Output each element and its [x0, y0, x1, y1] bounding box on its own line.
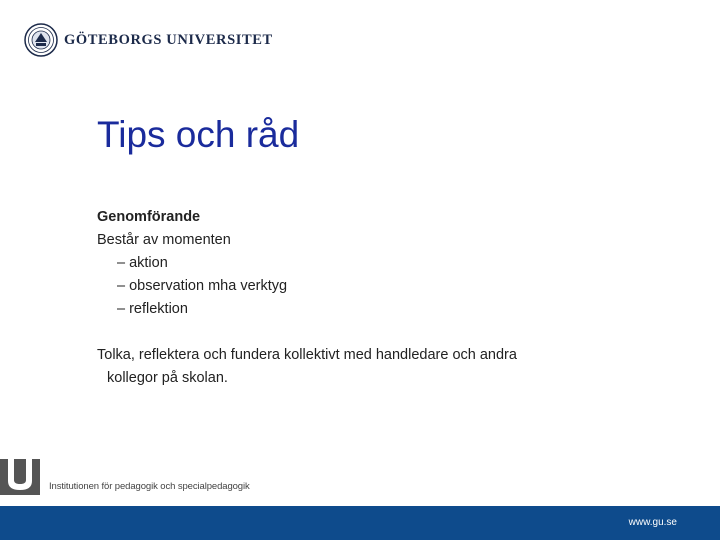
list-item: – reflektion [117, 301, 188, 317]
paragraph-line: Tolka, reflektera och fundera kollektivt med handledare och andra [97, 347, 517, 363]
university-seal-icon [24, 23, 58, 57]
slide-title: Tips och råd [97, 114, 300, 155]
u-logo-icon [0, 459, 40, 495]
department-name: Institutionen för pedagogik och specialpedagogik [49, 481, 250, 492]
list-item: – observation mha verktyg [117, 278, 288, 294]
department-logo [0, 459, 250, 495]
university-name: GÖTEBORGS UNIVERSITET [64, 31, 273, 48]
paragraph [97, 344, 657, 390]
section-heading: Genomförande [97, 209, 201, 225]
footer-bar [0, 506, 720, 540]
university-header [24, 22, 273, 58]
list-item: – aktion [117, 255, 168, 271]
slide-content [97, 206, 657, 390]
footer-url[interactable]: www.gu.se [628, 517, 677, 528]
intro-text: Består av momenten [97, 232, 231, 248]
paragraph-line: kollegor på skolan. [107, 370, 228, 386]
